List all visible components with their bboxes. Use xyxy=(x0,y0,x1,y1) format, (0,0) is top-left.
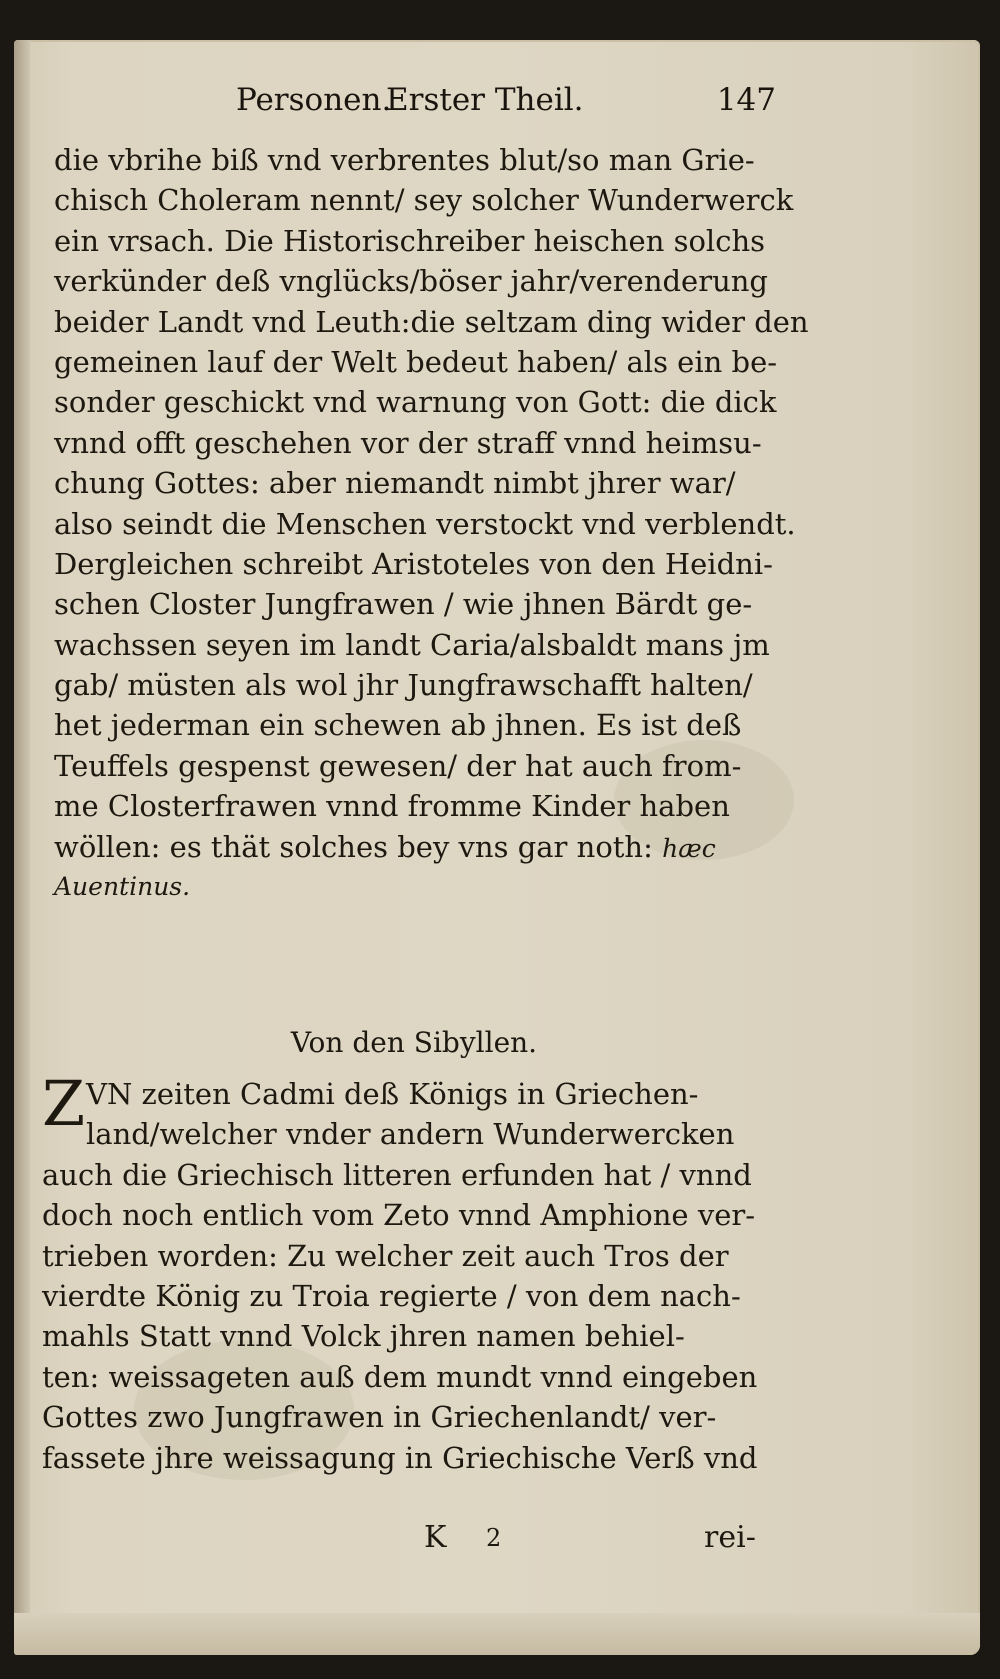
text-line: also seindt die Menschen verstockt vnd verblendt. xyxy=(54,506,796,541)
text-line: mahls Statt vnnd Volck jhren namen behiel- xyxy=(42,1319,685,1354)
running-header xyxy=(236,82,776,132)
page-number: 147 xyxy=(716,82,776,118)
header-left: Personen. xyxy=(236,82,392,118)
text-line: die vbrihe biß vnd verbrentes blut/so man Grie- xyxy=(54,143,755,177)
text-line: land/welcher vnder andern Wunderwercken xyxy=(86,1117,735,1152)
text-line: gemeinen lauf der Welt bedeut haben/ als ein be- xyxy=(54,344,778,379)
text-line: beider Landt vnd Leuth:die seltzam ding wider den xyxy=(54,304,809,339)
text-line: Teuffels gespenst gewesen/ der hat auch from- xyxy=(54,748,742,783)
page-bottom-edge xyxy=(14,1613,980,1655)
text-line: gab/ müsten als wol jhr Jungfrawschafft halten/ xyxy=(54,668,753,703)
paragraph-1 xyxy=(54,140,809,907)
text-line: chung Gottes: aber niemandt nimbt jhrer war/ xyxy=(54,466,736,501)
author-sign: Auentinus. xyxy=(54,872,191,902)
text-line: VN zeiten Cadmi deß Königs in Griechen- xyxy=(86,1077,699,1111)
text-line: het jederman ein schewen ab jhnen. Es ist deß xyxy=(54,708,742,743)
text-line: me Closterfrawen vnnd fromme Kinder haben xyxy=(54,789,730,824)
text-line: ein vrsach. Die Historischreiber heischen solchs xyxy=(54,223,766,258)
paragraph-2 xyxy=(42,1067,782,1478)
text-line: Gottes zwo Jungfrawen in Griechenlandt/ ver- xyxy=(42,1400,717,1435)
text-line: verkünder deß vnglücks/böser jahr/verenderung xyxy=(54,264,768,299)
text-line: wöllen: es thät solches bey vns gar noth: xyxy=(54,829,653,864)
catchword: rei- xyxy=(704,1520,756,1555)
text-line: doch noch entlich vom Zeto vnnd Amphione ver- xyxy=(42,1198,756,1233)
text-line: vnnd offt geschehen vor der straff vnnd heimsu- xyxy=(54,425,762,460)
text-line: schen Closter Jungfrawen / wie jhnen Bärdt ge- xyxy=(54,587,753,622)
section-heading: Von den Sibyllen. xyxy=(290,1026,538,1059)
italic-word: hæc xyxy=(662,833,716,863)
text-line: trieben worden: Zu welcher zeit auch Tros der xyxy=(42,1238,729,1273)
text-line: Dergleichen schreibt Aristoteles von den Heidni- xyxy=(54,546,773,581)
signature-mark: K xyxy=(424,1520,447,1555)
text-line: auch die Griechisch litteren erfunden hat / vnnd xyxy=(42,1157,752,1192)
page-footer xyxy=(14,1520,980,1564)
page-gutter xyxy=(14,40,30,1655)
text-line: chisch Choleram nennt/ sey solcher Wunderwerck xyxy=(54,183,794,218)
text-line: wachssen seyen im landt Caria/alsbaldt mans jm xyxy=(54,627,770,662)
header-center: Erster Theil. xyxy=(386,82,584,118)
drop-capital: Z xyxy=(42,1067,86,1140)
text-line: fassete jhre weissagung in Griechische Verß vnd xyxy=(42,1440,758,1475)
signature-number: 2 xyxy=(486,1524,502,1552)
text-line-with-italic xyxy=(54,827,774,867)
book-page xyxy=(14,40,980,1655)
text-line: sonder geschickt vnd warnung von Gott: die dick xyxy=(54,385,777,420)
text-line: ten: weissageten auß dem mundt vnnd eingeben xyxy=(42,1359,758,1394)
text-line: vierdte König zu Troia regierte / von dem nach- xyxy=(42,1278,741,1313)
